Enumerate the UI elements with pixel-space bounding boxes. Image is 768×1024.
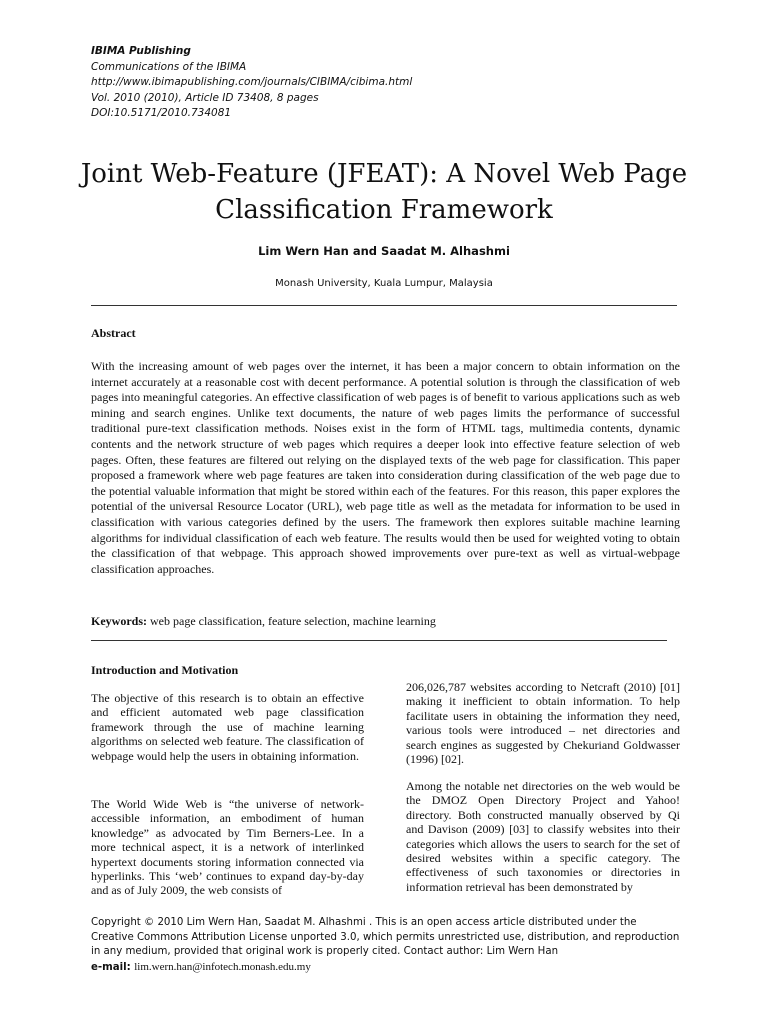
keywords-text: web page classification, feature selection, machine learning — [147, 614, 436, 628]
body-paragraph: Among the notable net directories on the web would be the DMOZ Open Directory Project and Yahoo! directory. Both constructed manually observed by Qi and Davison (2009) [03] to classify websites into their categories which allows the users to search for the set of desired websites within a specific category. The effectiveness of such taxonomies or directories in information retrieval has been demonstrated by — [406, 779, 680, 894]
abstract-text: With the increasing amount of web pages over the internet, it has been a major concern to obtain information on the internet accurately at a reasonable cost with decent performance. A potential solution is through the classification of web pages into meaningful categories. An effective classification of web pages is of benefit to various applications such as web mining and search engines. Unlike text documents, the nature of web pages limits the performance of successful traditional pure-text classification methods. Noises exist in the form of HTML tags, multimedia contents, dynamic contents and the network structure of web pages which requires a deeper look into effective feature selection of web pages. Often, these features are filtered out relying on the displayed texts of the web page for classification. This paper proposed a framework where web page features are taken into consideration during classification of the web page due to the potential valuable information that might be stored within each of the features. For this reason, this paper explores the potential of the universal Resource Locator (URL), web page title as well as the metadata for information to be used in classification with various categories defined by the users. The framework then explores suitable machine learning algorithms for individual classification of each web feature. The results would then be used for weighted voting to obtain the classification of that webpage. This approach showed improvements over pure-text as well as virtual-webpage classification approaches. — [91, 359, 680, 576]
journal-header — [91, 44, 412, 122]
journal-url[interactable]: http://www.ibimapublishing.com/journals/CIBIMA/cibima.html — [91, 76, 413, 88]
keywords-label: Keywords: — [91, 614, 147, 628]
body-paragraph: The World Wide Web is “the universe of network-accessible information, an embodiment of human knowledge” as advocated by Tim Berners-Lee. In a more technical aspect, it is a network of interlinked hypertext documents storing information connected via hyperlinks. This ‘web’ continues to expand day-by-day and as of July 2009, the web consists of — [91, 797, 364, 898]
header-divider — [91, 305, 677, 306]
paper-title: Joint Web-Feature (JFEAT): A Novel Web Page Classification Framework — [80, 159, 688, 225]
email-label: e-mail: — [91, 961, 135, 973]
section-heading: Introduction and Motivation — [91, 663, 239, 677]
keywords-divider — [91, 640, 667, 641]
body-paragraph: The objective of this research is to obtain an effective and efficient automated web page classification framework through the use of machine learning algorithms on selected web feature. The classification of webpage would help the users in obtaining information. — [91, 691, 364, 763]
copyright-footer — [91, 916, 681, 975]
volume-info: Vol. 2010 (2010), Article ID 73408, 8 pages — [91, 91, 319, 104]
publisher-name: IBIMA Publishing — [91, 45, 191, 57]
contact-email[interactable]: lim.wern.han@infotech.monash.edu.my — [134, 960, 311, 973]
paper-authors: Lim Wern Han and Saadat M. Alhashmi — [258, 244, 510, 258]
body-paragraph: 206,026,787 websites according to Netcraft (2010) [01] making it inefficient to obtain information. To help facilitate users in obtaining the information they need, various tools were introduced – net directories and search engines as suggested by Chekuriand Goldwasser (1996) [02]. — [406, 680, 680, 767]
abstract-heading: Abstract — [91, 326, 136, 340]
journal-name: Communications of the IBIMA — [91, 60, 247, 73]
keywords-line — [91, 614, 680, 629]
copyright-text: Copyright © 2010 Lim Wern Han, Saadat M. Alhashmi . This is an open access article distributed under the Creative Commons Attribution License unported 3.0, which permits unrestricted use, distribution, and reproduction in any medium, provided that original work is properly cited. Contact author: Lim Wern Han — [91, 917, 680, 958]
author-affiliation: Monash University, Kuala Lumpur, Malaysia — [275, 278, 493, 289]
doi: DOI:10.5171/2010.734081 — [91, 107, 232, 119]
